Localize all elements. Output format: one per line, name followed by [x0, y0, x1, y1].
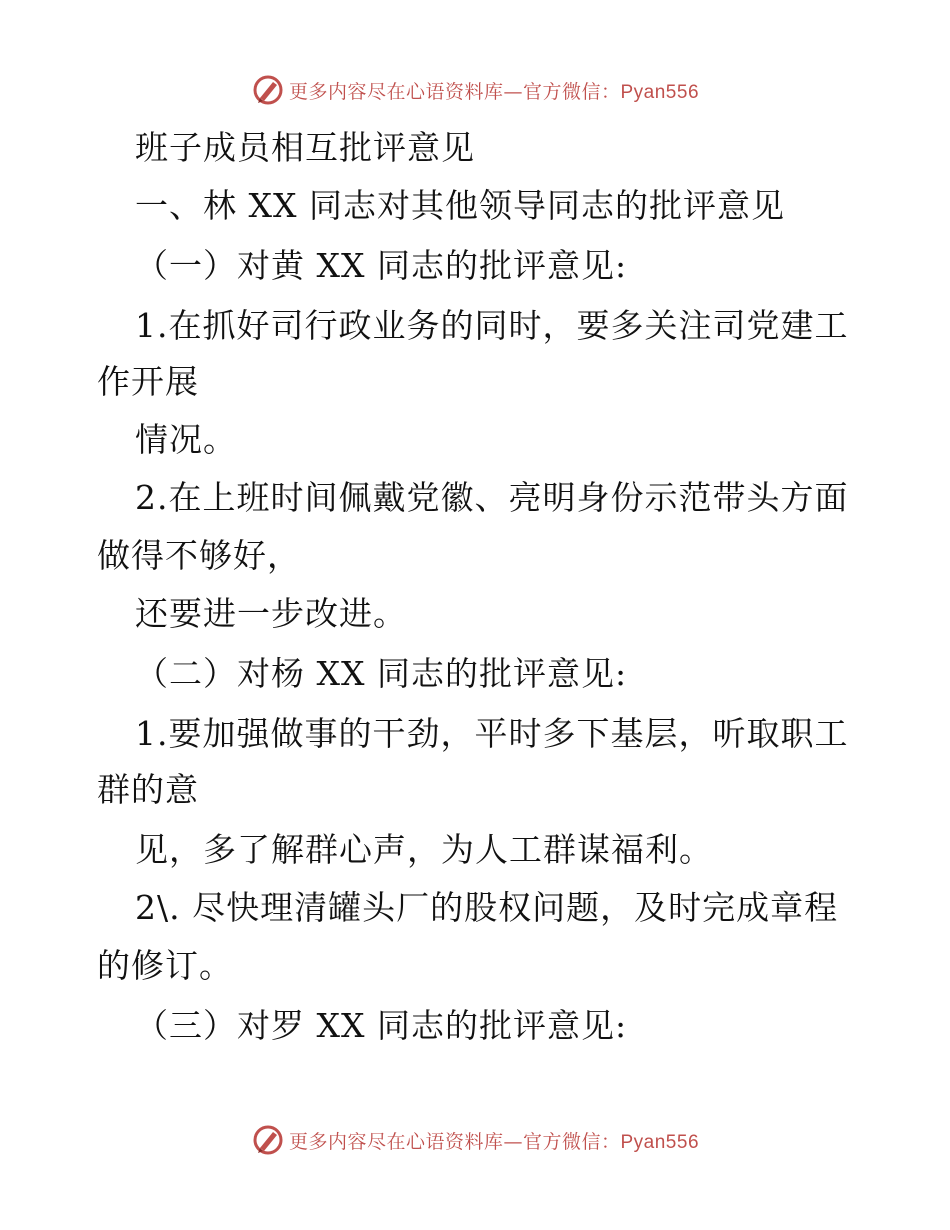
pen-circle-logo-icon	[251, 73, 285, 107]
subsection-heading: （一）对黄 XX 同志的批评意见:	[135, 246, 628, 285]
paragraph-line: 2\. 尽快理清罐头厂的股权问题，及时完成章程	[135, 888, 839, 927]
paragraph-line: 2.在上班时间佩戴党徽、亮明身份示范带头方面	[135, 478, 849, 517]
paragraph-line: 情况。	[135, 420, 237, 459]
paragraph-line: 1.要加强做事的干劲，平时多下基层，听取职工	[135, 714, 849, 753]
header-watermark	[0, 70, 950, 110]
paragraph-line: 还要进一步改进。	[135, 594, 407, 633]
paragraph-line: 见，多了解群心声，为人工群谋福利。	[135, 830, 713, 869]
paragraph-line: 1.在抓好司行政业务的同时，要多关注司党建工	[135, 306, 849, 345]
document-title: 班子成员相互批评意见	[135, 128, 475, 167]
watermark-text: 更多内容尽在心语资料库—官方微信：Pyan556	[288, 1130, 700, 1153]
watermark-text: 更多内容尽在心语资料库—官方微信：Pyan556	[288, 80, 700, 103]
paragraph-line: 的修订。	[97, 946, 233, 985]
subsection-heading: （三）对罗 XX 同志的批评意见:	[135, 1006, 628, 1045]
paragraph-line: 做得不够好，	[97, 536, 301, 575]
pen-circle-logo-icon	[251, 1123, 285, 1157]
paragraph-line: 群的意	[97, 770, 199, 809]
section-heading: 一、林 XX 同志对其他领导同志的批评意见	[135, 186, 785, 225]
subsection-heading: （二）对杨 XX 同志的批评意见:	[135, 654, 628, 693]
footer-watermark	[0, 1120, 950, 1160]
paragraph-line: 作开展	[97, 362, 199, 401]
